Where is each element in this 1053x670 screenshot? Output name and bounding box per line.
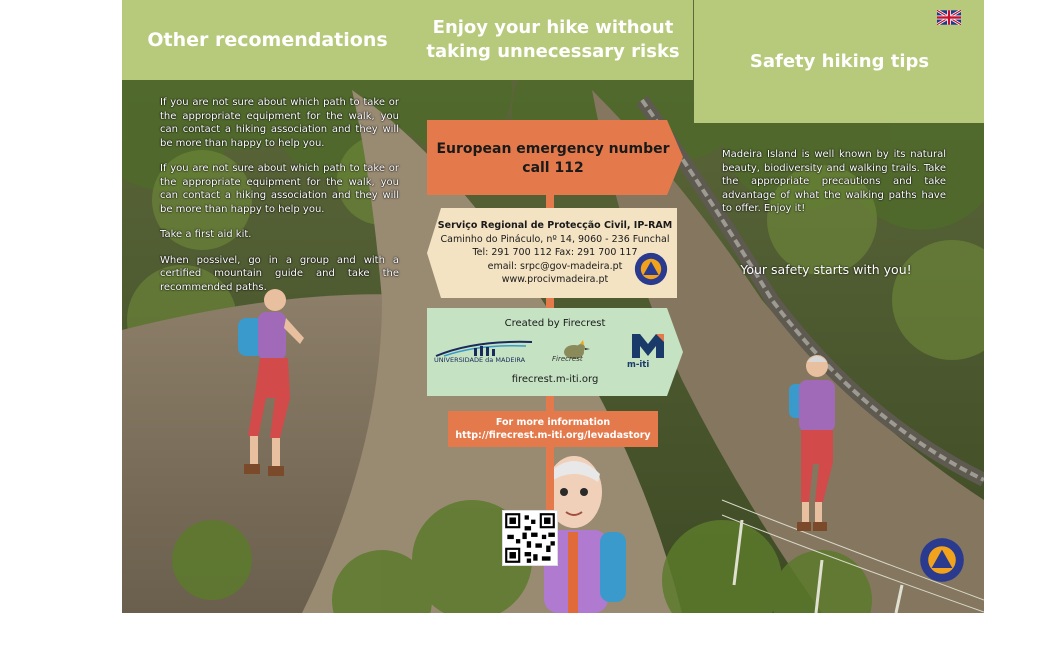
- header-other-recommendations: [122, 0, 413, 80]
- contact-website[interactable]: www.procivmadeira.pt: [501, 274, 609, 285]
- left-paragraph: If you are not sure about which path to take or the appropriate equipment for the walk, you can contact a hiking association and they will be more than happy to help you.: [160, 97, 399, 149]
- header-right-title: Safety hiking tips: [749, 51, 930, 72]
- hiker-left-figure: [230, 288, 310, 483]
- more-info-link[interactable]: http://firecrest.m-iti.org/levadastory: [455, 430, 651, 441]
- left-paragraph: If you are not sure about which path to take or the appropriate equipment for the walk, you can contact a hiking association and they will be more than happy to help you.: [160, 163, 399, 215]
- left-paragraph: Take a first aid kit.: [160, 229, 252, 240]
- credits-url[interactable]: firecrest.m-iti.org: [511, 374, 599, 385]
- firecrest-label: Firecrest: [552, 355, 583, 363]
- more-info-line1: For more information: [495, 417, 611, 428]
- left-paragraph: When possivel, go in a group and with a certified mountain guide and take the recommended paths.: [160, 254, 399, 293]
- uma-label: UNIVERSIDADE da MADEIRA: [434, 356, 526, 364]
- hiking-safety-poster: [122, 0, 984, 613]
- hiker-right-figure: [787, 352, 847, 537]
- other-recommendations-text: [160, 96, 399, 306]
- contact-org: Serviço Regional de Protecção Civil, IP-RAM: [437, 220, 673, 231]
- contact-phones: Tel: 291 700 112 Fax: 291 700 117: [472, 247, 638, 258]
- uk-flag-icon[interactable]: [937, 10, 961, 25]
- header-middle-line2: taking unnecessary risks: [426, 41, 680, 62]
- credits-title: Created by Firecrest: [504, 318, 606, 329]
- header-middle-line1: Enjoy your hike without: [432, 17, 674, 38]
- protecao-civil-seal-icon: [634, 252, 668, 286]
- header-enjoy-hike: [413, 0, 693, 80]
- emergency-number-sign: [427, 120, 683, 195]
- contact-email[interactable]: email: srpc@gov-madeira.pt: [487, 260, 623, 272]
- emergency-line2: call 112: [522, 160, 584, 176]
- safety-tips-text: Madeira Island is well known by its natural beauty, biodiversity and walking trails. Take the appropriate precautions and take advantage of what the walking paths have to offer. Enjoy it!: [722, 149, 946, 214]
- emergency-line1: European emergency number: [436, 141, 670, 157]
- more-info-sign: [448, 411, 658, 447]
- credits-sign: [427, 308, 683, 396]
- contact-address: Caminho do Pináculo, nº 14, 9060 - 236 Funchal: [440, 233, 670, 245]
- safety-slogan: Your safety starts with you!: [740, 262, 912, 277]
- header-left-title: Other recomendations: [147, 29, 388, 51]
- miti-label: m-iti: [627, 360, 650, 370]
- protecao-civil-seal-icon: [919, 537, 965, 583]
- qr-code-icon[interactable]: [502, 510, 558, 566]
